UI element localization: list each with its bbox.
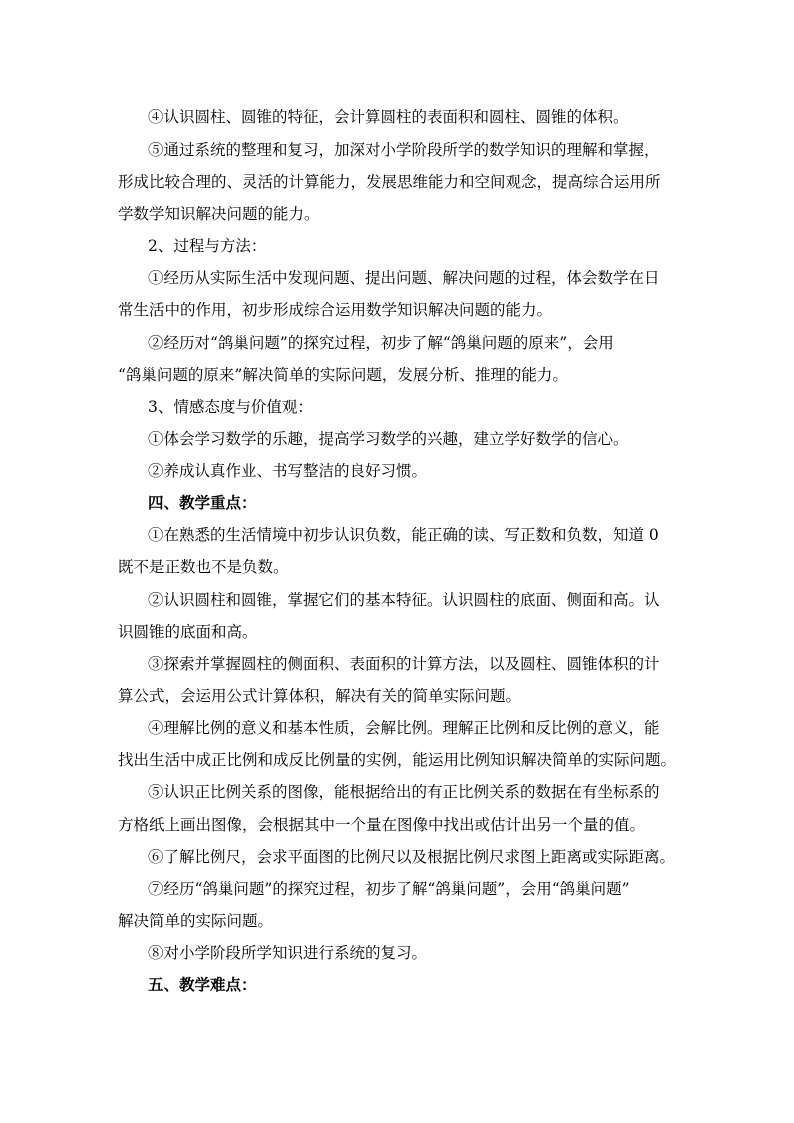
text-line: ①在熟悉的生活情境中初步认识负数，能正确的读、写正数和负数，知道 0: [148, 526, 659, 544]
text-line: 既不是正数也不是负数。: [118, 558, 289, 576]
text-line: ③探索并掌握圆柱的侧面积、表面积的计算方法，以及圆柱、圆锥体积的计: [148, 655, 660, 673]
text-line: 算公式，会运用公式计算体积，解决有关的简单实际问题。: [118, 687, 522, 705]
text-line: ⑥了解比例尺，会求平面图的比例尺以及根据比例尺求图上距离或实际距离。: [148, 848, 676, 866]
section-heading: 五、教学难点：: [148, 976, 257, 994]
section-subheading: 3、情感态度与价值观：: [148, 398, 313, 416]
text-line: 学数学知识解决问题的能力。: [118, 205, 320, 223]
text-line: ⑤通过系统的整理和复习，加深对小学阶段所学的数学知识的理解和掌握，: [148, 141, 660, 159]
text-line: 解决简单的实际问题。: [118, 912, 274, 930]
text-line: 找出生活中成正比例和成反比例量的实例，能运用比例知识解决简单的实际问题。: [118, 751, 677, 769]
text-line: ⑦经历“鸽巢问题”的探究过程，初步了解“鸽巢问题”，会用“鸽巢问题”: [148, 880, 630, 898]
text-line: 常生活中的作用，初步形成综合运用数学知识解决问题的能力。: [118, 301, 553, 319]
text-line: 形成比较合理的、灵活的计算能力，发展思维能力和空间观念，提高综合运用所: [118, 173, 661, 191]
text-line: ④理解比例的意义和基本性质，会解比例。理解正比例和反比例的意义，能: [148, 719, 660, 737]
text-line: ⑤认识正比例关系的图像，能根据给出的有正比例关系的数据在有坐标系的: [148, 783, 660, 801]
text-line: “鸽巢问题的原来”解决简单的实际问题，发展分析、推理的能力。: [118, 366, 568, 384]
text-line: 识圆锥的底面和高。: [118, 623, 258, 641]
text-line: ④认识圆柱、圆锥的特征，会计算圆柱的表面积和圆柱、圆锥的体积。: [148, 108, 629, 126]
text-line: ①经历从实际生活中发现问题、提出问题、解决问题的过程，体会数学在日: [148, 269, 660, 287]
text-line: ②经历对“鸽巢问题”的探究过程，初步了解“鸽巢问题的原来”，会用: [148, 334, 614, 352]
text-line: ⑧对小学阶段所学知识进行系统的复习。: [148, 944, 428, 962]
section-subheading: 2、过程与方法：: [148, 237, 267, 255]
section-heading: 四、教学重点：: [148, 494, 257, 512]
text-line: ②认识圆柱和圆锥，掌握它们的基本特征。认识圆柱的底面、侧面和高。认: [148, 591, 660, 609]
text-line: ①体会学习数学的乐趣，提高学习数学的兴趣，建立学好数学的信心。: [148, 430, 629, 448]
text-line: 方格纸上画出图像，会根据其中一个量在图像中找出或估计出另一个量的值。: [118, 816, 646, 834]
text-line: ②养成认真作业、书写整洁的良好习惯。: [148, 462, 428, 480]
